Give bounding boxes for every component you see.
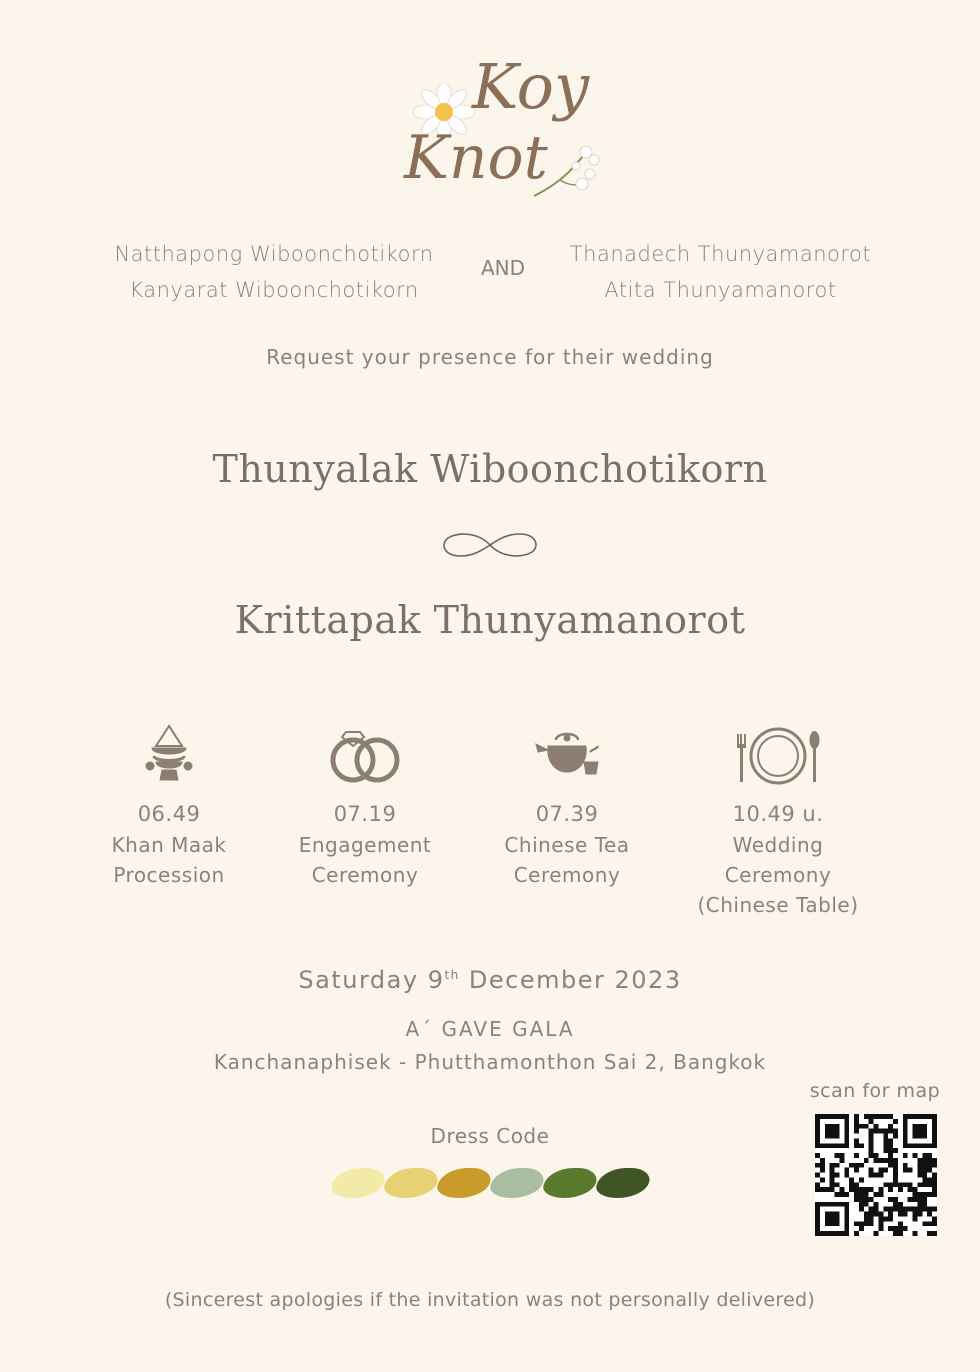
teapot-icon	[522, 722, 612, 792]
logo-line-koy: Koy	[472, 50, 590, 123]
dress-code-swatch	[541, 1168, 599, 1198]
event-label-line2: Ceremony	[311, 863, 419, 887]
koy-knot-logo	[390, 50, 610, 210]
bride-parents	[80, 236, 468, 308]
groom-mother-name: Atita Thunyamanorot	[604, 278, 837, 302]
dress-code-swatch	[594, 1168, 652, 1198]
event-time: 07.19	[333, 802, 397, 826]
groom-name: Krittapak Thunyamanorot	[234, 598, 746, 642]
date-month-year: December 2023	[468, 966, 682, 994]
date-day: 9	[427, 966, 445, 994]
groom-father-name: Thanadech Thunyamanorot	[569, 242, 872, 266]
bride-name: Thunyalak Wiboonchotikorn	[212, 447, 768, 491]
dress-code-swatches	[328, 1164, 658, 1204]
dress-code-label: Dress Code	[430, 1124, 550, 1148]
dress-code-swatch	[435, 1168, 493, 1198]
dress-code-swatch	[488, 1168, 546, 1198]
request-line: Request your presence for their wedding	[266, 345, 714, 369]
bride-father-name: Natthapong Wiboonchotikorn	[114, 242, 434, 266]
dress-code-swatch	[382, 1168, 440, 1198]
logo-line-knot: Knot	[404, 123, 548, 193]
event-label-line2: (Chinese Table)	[697, 893, 859, 917]
event-khan-maak	[69, 722, 269, 890]
infinity-icon	[440, 528, 540, 562]
apology-note: (Sincerest apologies if the invitation was not personally delivered)	[164, 1289, 816, 1311]
event-label-line1: Engagement	[298, 833, 432, 857]
event-label-line1: Chinese Tea	[504, 833, 630, 857]
event-label-line2: Ceremony	[513, 863, 621, 887]
and-label: AND	[480, 256, 526, 280]
event-label-line1: Wedding Ceremony	[724, 833, 832, 887]
khan-maak-icon	[124, 722, 214, 792]
scan-for-map-label: scan for map	[809, 1080, 941, 1102]
groom-parents	[548, 236, 893, 308]
wedding-date	[0, 966, 980, 994]
event-time: 10.49 u.	[732, 802, 824, 826]
venue-name: A´ GAVE GALA	[405, 1017, 575, 1041]
event-engagement	[265, 722, 465, 890]
event-label-line2: Procession	[113, 863, 225, 887]
event-label-line1: Khan Maak	[111, 833, 227, 857]
plate-cutlery-icon	[733, 722, 823, 792]
dress-code-swatch	[329, 1168, 387, 1198]
event-time: 06.49	[137, 802, 201, 826]
venue-address: Kanchanaphisek - Phutthamonthon Sai 2, Bangkok	[213, 1050, 767, 1074]
date-weekday: Saturday	[298, 966, 419, 994]
rings-icon	[320, 722, 410, 792]
event-wedding-ceremony	[678, 722, 878, 920]
date-day-suffix: th	[444, 968, 460, 982]
bride-mother-name: Kanyarat Wiboonchotikorn	[129, 278, 419, 302]
event-chinese-tea	[467, 722, 667, 890]
event-time: 07.39	[535, 802, 599, 826]
